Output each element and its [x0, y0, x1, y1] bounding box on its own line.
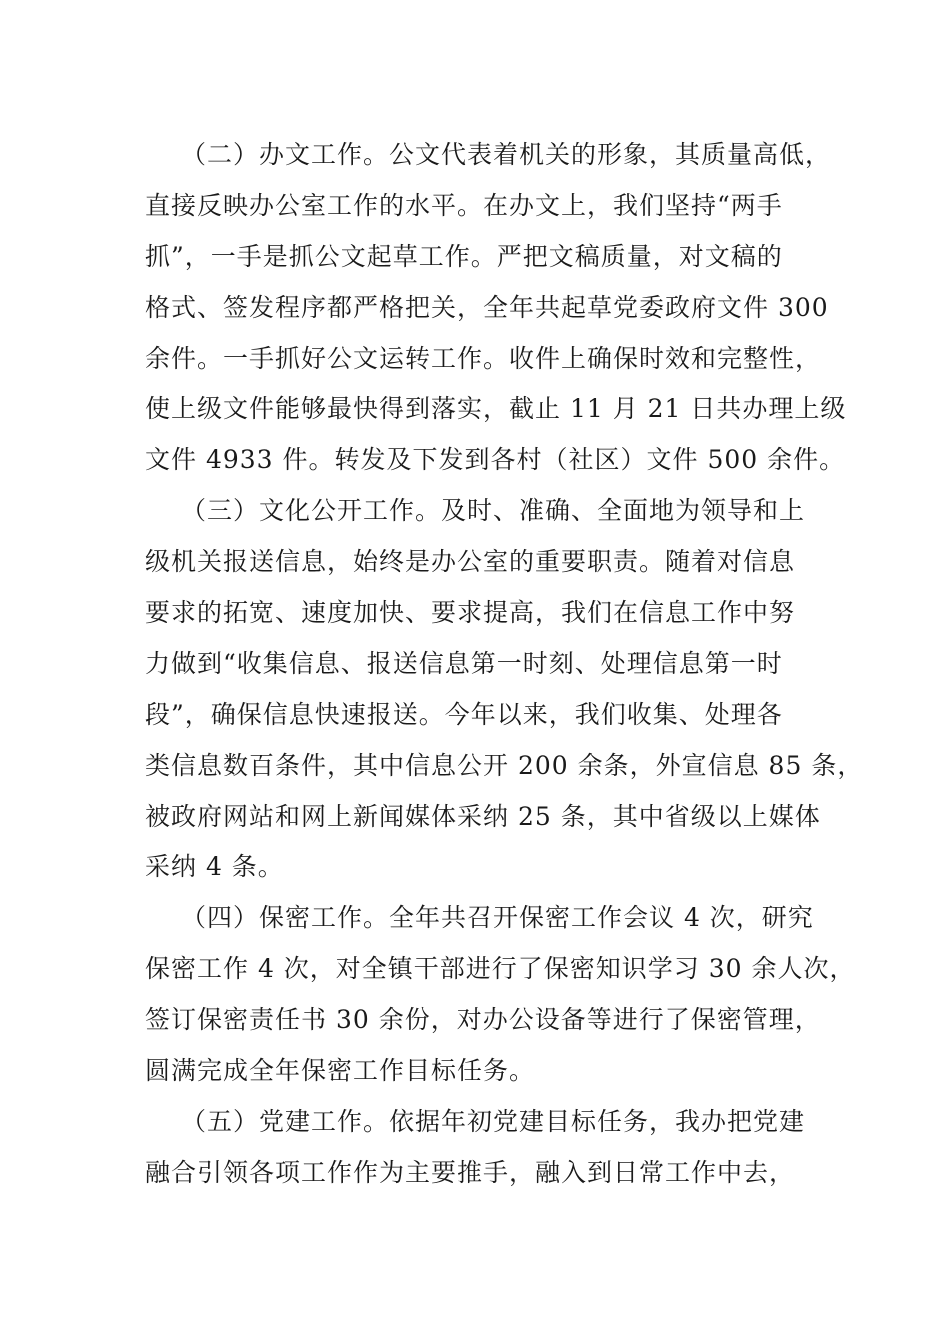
- paragraph-line: 类信息数百条件，其中信息公开 200 余条，外宣信息 85 条，: [145, 750, 864, 780]
- paragraph-line: 格式、签发程序都严格把关，全年共起草党委政府文件 300: [145, 292, 829, 322]
- paragraph-line: 文件 4933 件。转发及下发到各村（社区）文件 500 余件。: [145, 445, 846, 475]
- paragraph-line: 直接反映办公室工作的水平。在办文上，我们坚持“两手: [145, 190, 783, 220]
- paragraph-line: 使上级文件能够最快得到落实，截止 11 月 21 日共办理上级: [145, 394, 847, 424]
- paragraph-line: 采纳 4 条。: [145, 852, 284, 882]
- paragraph-culture-openness-work: [145, 486, 864, 893]
- paragraph-line: 要求的拓宽、速度加快、要求提高，我们在信息工作中努: [145, 598, 796, 628]
- paragraph-line: （二）办文工作。公文代表着机关的形象，其质量高低，: [181, 140, 832, 169]
- paragraph-office-document-work: [145, 130, 847, 486]
- paragraph-party-building-work: [145, 1097, 805, 1199]
- paragraph-line: （五）党建工作。依据年初党建目标任务，我办把党建: [181, 1106, 806, 1136]
- paragraph-line: 圆满完成全年保密工作目标任务。: [145, 1056, 536, 1086]
- paragraph-line: 签订保密责任书 30 余份，对办公设备等进行了保密管理，: [145, 1005, 821, 1035]
- paragraph-line: 被政府网站和网上新闻媒体采纳 25 条，其中省级以上媒体: [145, 801, 821, 831]
- paragraph-line: 级机关报送信息，始终是办公室的重要职责。随着对信息: [145, 547, 796, 577]
- paragraph-line: 力做到“收集信息、报送信息第一时刻、处理信息第一时: [145, 648, 783, 678]
- paragraph-line: 抓”，一手是抓公文起草工作。严把文稿质量，对文稿的: [145, 241, 783, 271]
- document-body: [145, 130, 864, 1199]
- paragraph-line: （四）保密工作。全年共召开保密工作会议 4 次，研究: [181, 903, 814, 933]
- paragraph-line: （三）文化公开工作。及时、准确、全面地为领导和上: [181, 496, 806, 526]
- paragraph-line: 融合引领各项工作作为主要推手，融入到日常工作中去，: [145, 1157, 796, 1187]
- paragraph-line: 段”，确保信息快速报送。今年以来，我们收集、处理各: [145, 699, 783, 729]
- paragraph-line: 余件。一手抓好公文运转工作。收件上确保时效和完整性，: [145, 343, 822, 373]
- paragraph-line: 保密工作 4 次，对全镇干部进行了保密知识学习 30 余人次，: [145, 954, 856, 984]
- paragraph-confidentiality-work: [145, 893, 856, 1097]
